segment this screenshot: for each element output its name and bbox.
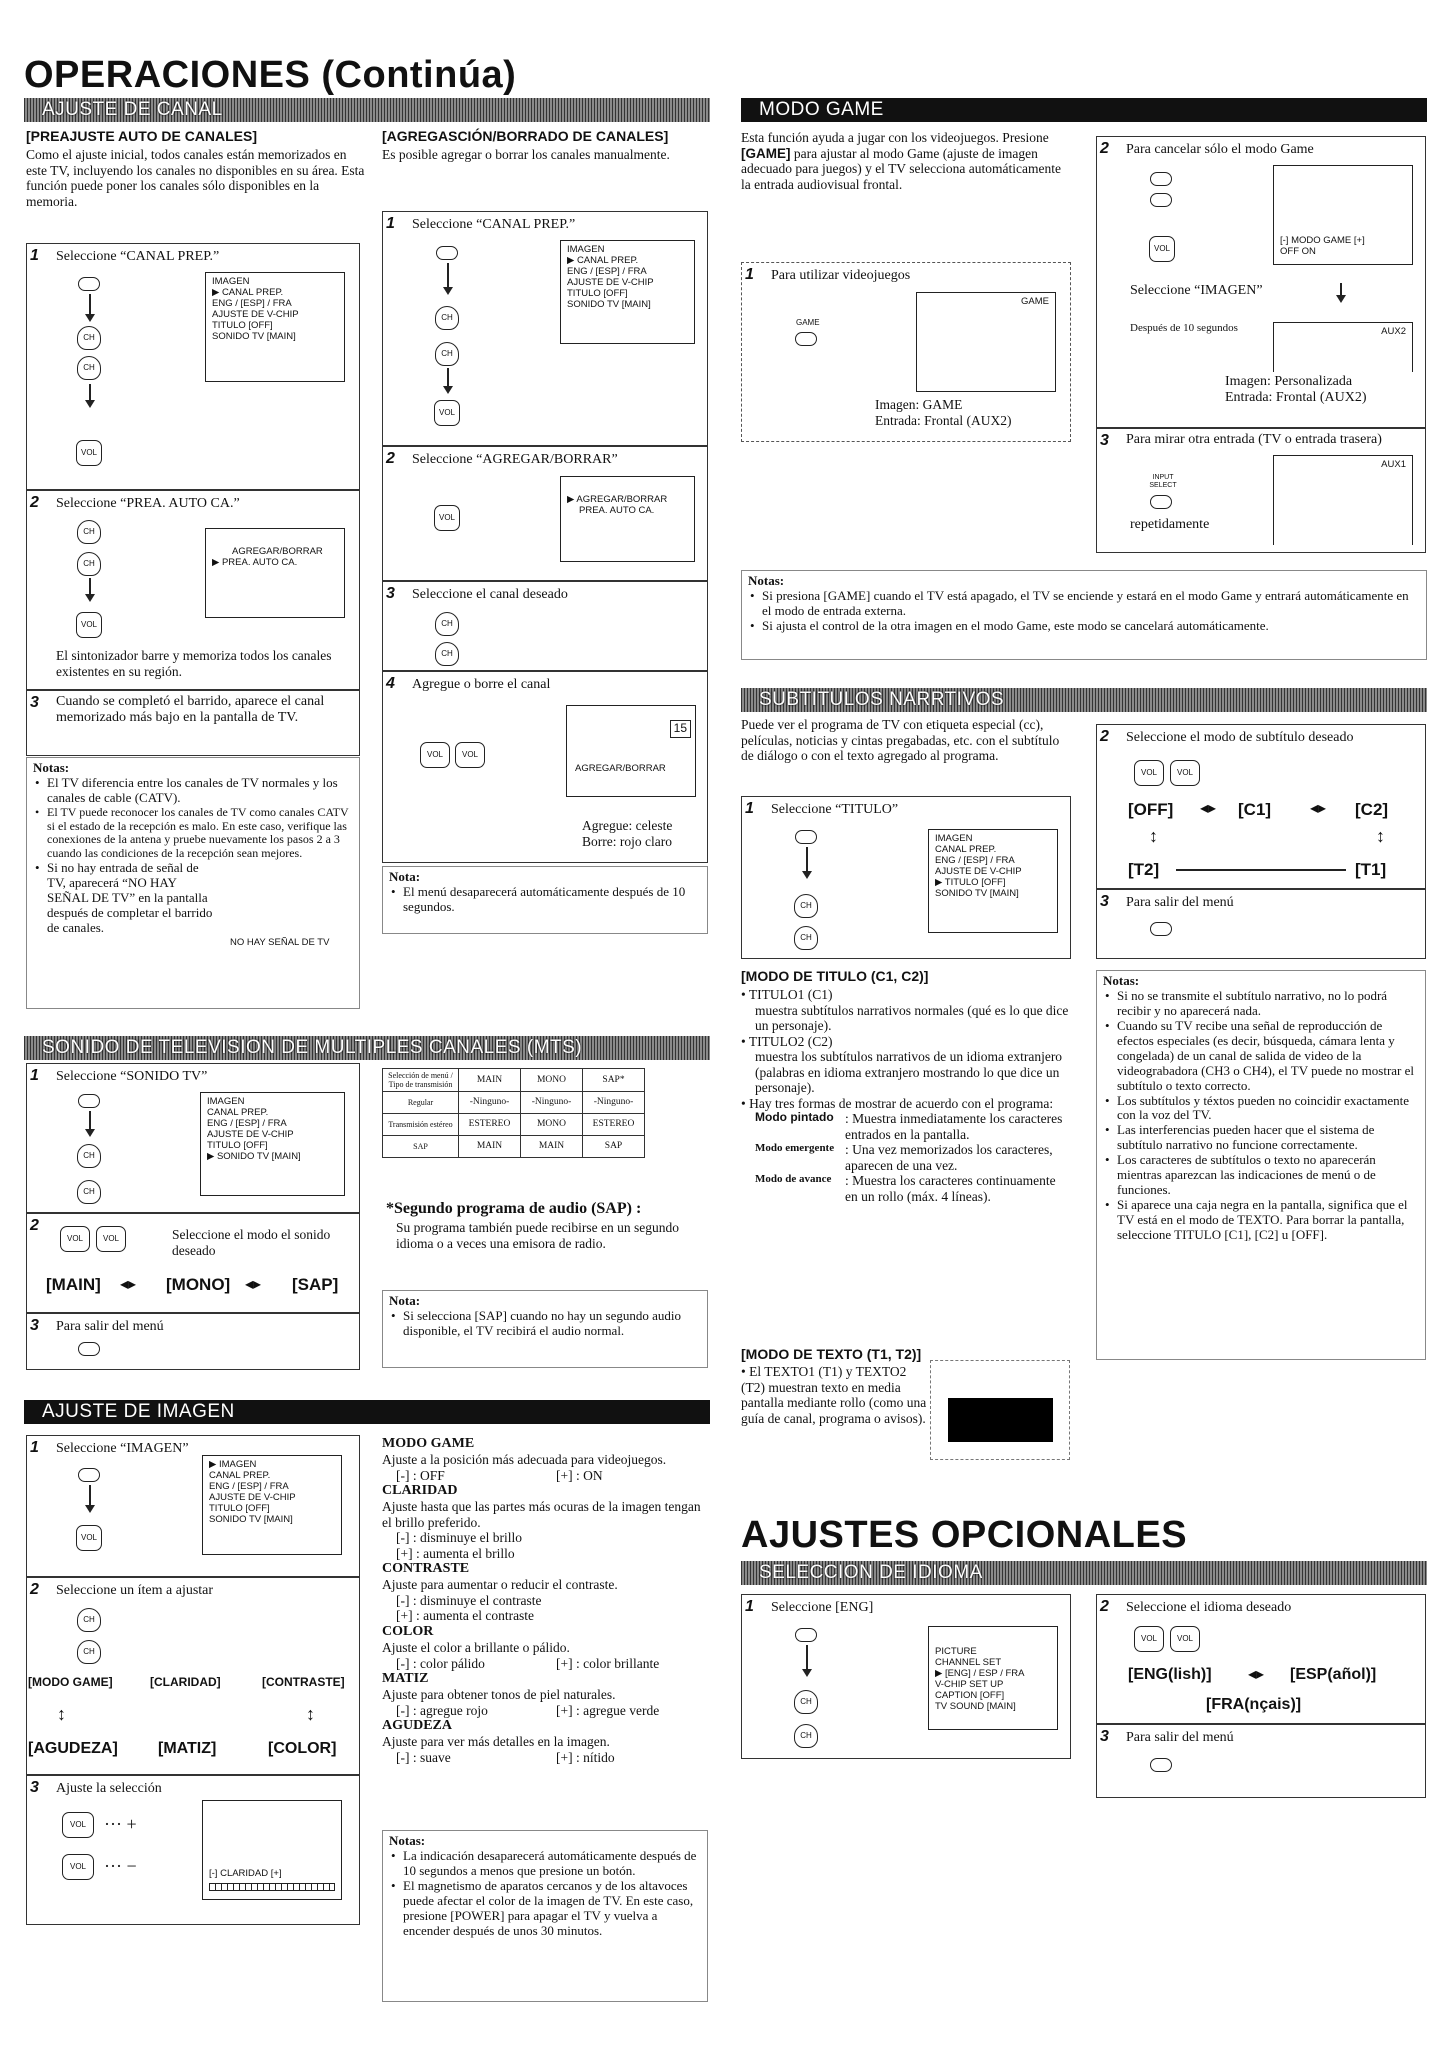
sub-step2: 2 Seleccione el modo de subtítulo deseado xyxy=(1100,728,1354,745)
vol-plus-button-icon: VOL xyxy=(1170,1626,1200,1652)
game-button-label: GAME xyxy=(796,318,820,327)
sub-mode-off: [OFF] xyxy=(1128,800,1174,819)
menu-screen-agregar2: ▶ AGREGAR/BORRAR PREA. AUTO CA. xyxy=(560,476,695,562)
menu-button-icon xyxy=(78,277,100,291)
imagen-mode-game: [MODO GAME] xyxy=(28,1675,113,1689)
menu-button-icon xyxy=(78,1094,100,1108)
ch-down-button-icon: CH xyxy=(77,1640,101,1664)
ch-up-button-icon: CH xyxy=(435,306,459,330)
ch-down-button-icon: CH xyxy=(435,342,459,366)
section-bar-sub: SUBTITULOS NARRTIVOS xyxy=(741,688,1427,712)
vol-button-icon: VOL xyxy=(434,505,460,531)
optional-title: AJUSTES OPCIONALES xyxy=(741,1514,1188,1556)
agregar-step4: 4 Agregue o borre el canal xyxy=(386,675,551,692)
preajuste-step2-note: El sintonizador barre y memoriza todos los canales existentes en su región. xyxy=(56,648,332,679)
imagen-mode-agudeza: [AGUDEZA] xyxy=(28,1740,118,1757)
section-bar-game: MODO GAME xyxy=(741,98,1427,122)
double-arrow-icon: ◂▸ xyxy=(1248,1666,1265,1683)
game-notes: Notas: • Si presiona [GAME] cuando el TV está apagado, el TV se enciende y estará en el modo Game y entrará automáticamente en el modo de entrada externa. • Si ajusta el control de la otra imagen en el modo Game, este modo se cancelará automáticamente. xyxy=(741,570,1427,660)
menu-button-icon xyxy=(78,1342,100,1356)
level-bar xyxy=(209,1883,335,1891)
sub-mode-t1: [T1] xyxy=(1355,860,1387,879)
vol-minus-button-icon: VOL xyxy=(420,742,450,768)
section-bar-imagen: AJUSTE DE IMAGEN xyxy=(24,1400,710,1424)
imagen-mode-claridad: [CLARIDAD] xyxy=(150,1675,221,1689)
sub-texto-heading: [MODO DE TEXTO (T1, T2)] xyxy=(741,1346,922,1362)
section-bar-mts: SONIDO DE TELEVISION DE MULTIPLES CANALES (MTS) xyxy=(24,1036,710,1060)
arrow-down-icon xyxy=(447,368,449,388)
vol-plus-button-icon: VOL xyxy=(455,742,485,768)
menu-button-icon xyxy=(1150,172,1172,186)
game-res1: Imagen: GAME Entrada: Frontal (AUX2) xyxy=(875,397,1012,428)
imagen-step1: 1 Seleccione “IMAGEN” xyxy=(30,1439,189,1456)
imagen-mode-matiz: [MATIZ] xyxy=(158,1740,217,1757)
sap-title: *Segundo programa de audio (SAP) : xyxy=(386,1200,642,1217)
no-signal-text: NO HAY SEÑAL DE TV xyxy=(230,937,330,948)
ch-up-button-icon: CH xyxy=(77,520,101,544)
preajuste-step1: 1 Seleccione “CANAL PREP.” xyxy=(30,247,220,264)
vol-plus-button-icon: VOL xyxy=(1170,760,1200,786)
imagen-items: MODO GAME Ajuste a la posición más adecuada para videojuegos. [-] : OFF [+] : ON CLARIDAD Ajuste hasta que las partes más ocuras de la imagen tengan el brillo preferido. [-] : disminuye el brillo [+] : aumenta el brillo CONTRASTE Ajuste para aumentar o reducir el contraste. [-] : disminuye el contraste [+] : aumenta el contraste COLOR Ajuste el color a brillante o pálido. [-] : color pálido [+] : color brillante MATIZ Ajuste para obtener tonos de piel naturales. [-] : agregue rojo [+] : agregue verde AGUDEZA Ajuste para ver más detalles en la imagen. [-] : suave [+] : nítido xyxy=(382,1436,701,1765)
game-step3: 3 Para mirar otra entrada (TV o entrada trasera) xyxy=(1100,432,1382,449)
mts-table: Selección de menú / Tipo de transmisión MAIN MONO SAP* Regular -Ninguno- -Ninguno- -Ninguno- Transmisión estéreo ESTEREO MONO ESTEREO SAP MAIN MAIN SAP xyxy=(382,1068,645,1158)
sub-mode-c1: [C1] xyxy=(1238,800,1272,819)
ch-down-button-icon: CH xyxy=(435,642,459,666)
minus-label: ··· − xyxy=(104,1856,137,1876)
mts-mode-sap: [SAP] xyxy=(292,1275,339,1294)
sub-notes: Notas: • Si no se transmite el subtítulo narrativo, no lo podrá recibir y no aparecerá nada. • Cuando su TV recibe una señal de reproducción de efectos especiales (es decir, búsqueda, cámara lenta y congelada) de un canal de salida de video de la videograbadora (CH3 o CH4), el TV puede no mostrar el subtítulo o texto correcto. • Los subtítulos y téxtos pueden no coincidir exactamente con la voz del TV. • Las interferencias pueden hacer que el sistema de subtítulo narrativo no funcione correctamente. • Los caracteres de subtítulos o texto no aparecerán mientras aparezcan las indicaciones de menú o de funciones. • Si aparece una caja negra en la pantalla, significa que el TV está en el modo de TEXTO. Para borrar la pantalla, seleccione TITULO [C1], [C2] u [OFF]. xyxy=(1096,970,1426,1360)
menu-button-icon xyxy=(1150,922,1172,936)
vol-button-icon: VOL xyxy=(76,440,102,466)
sap-text: Su programa también puede recibirse en un segundo idioma o a veces una emisora de radio. xyxy=(396,1220,680,1251)
menu-button-icon xyxy=(795,1628,817,1642)
channel-number: 15 xyxy=(670,720,691,738)
preajuste-intro: Como el ajuste inicial, todos canales están memorizados en este TV, incluyendo los canales no disponibles en su área. Esta función puede poner los canales sólo disponibles en la memoria. xyxy=(26,147,365,209)
game-repetid: repetidamente xyxy=(1130,517,1210,532)
game-intro: Esta función ayuda a jugar con los videojuegos. Presione [GAME] para ajustar al modo Game (ajuste de imagen adecuado para juegos) y el TV selecciona automáticamente la entrada audiovisual frontal. xyxy=(741,130,1061,192)
t-arrow-line xyxy=(1176,869,1346,871)
sub-mode-c2: [C2] xyxy=(1355,800,1389,819)
game-step2: 2 Para cancelar sólo el modo Game xyxy=(1100,140,1314,157)
vol-button-icon: VOL xyxy=(1149,236,1175,262)
game-screen-aux1: AUX1 xyxy=(1273,455,1413,545)
menu-screen-mts: IMAGEN CANAL PREP. ENG / [ESP] / FRA AJUSTE DE V-CHIP TITULO [OFF] ▶ SONIDO TV [MAIN] xyxy=(200,1092,345,1196)
arrow-down-icon xyxy=(806,1645,808,1671)
ch-up-button-icon: CH xyxy=(435,612,459,636)
sub-step1: 1 Seleccione “TITULO” xyxy=(745,800,899,817)
vol-button-icon: VOL xyxy=(76,612,102,638)
vol-minus-button-icon: VOL xyxy=(1134,1626,1164,1652)
mts-note: Nota: • Si selecciona [SAP] cuando no hay un segundo audio disponible, el TV recibirá el audio normal. xyxy=(382,1290,708,1368)
preajuste-step2: 2 Seleccione “PREA. AUTO CA.” xyxy=(30,494,240,511)
sub-intro: Puede ver el programa de TV con etiqueta especial (cc), películas, noticias y cintas pregabadas, etc. con el subtítulo de diálogo o con el texto agregado al programa. xyxy=(741,717,1060,764)
arrow-down-icon xyxy=(89,1111,91,1131)
preajuste-notes: Notas: • El TV diferencia entre los canales de TV normales y los canales de cable (CATV). • El TV puede reconocer los canales de TV como canales CATV si el estado de la recepción es malo. En este caso, verifique las conexiones de la antena y pruebe nuevamente los pasos 2 a 3 cuando las condiciones de la recepción sean mejores. • Si no hay entrada de señal de TV, aparecerá “NO HAY SEÑAL DE TV” en la pantalla después de completar el barrido de canales. xyxy=(26,757,360,1009)
ch-up-button-icon: CH xyxy=(77,1608,101,1632)
imagen-step3: 3 Ajuste la selección xyxy=(30,1779,162,1796)
section-bar-idioma: SELECCION DE IDIOMA xyxy=(741,1561,1427,1585)
vol-plus-button-icon: VOL xyxy=(62,1812,94,1838)
menu-screen-imagen: ▶ IMAGEN CANAL PREP. ENG / [ESP] / FRA AJUSTE DE V-CHIP TITULO [OFF] SONIDO TV [MAIN] xyxy=(202,1455,342,1555)
arrow-down-icon xyxy=(89,1485,91,1507)
ch-down-button-icon: CH xyxy=(77,1180,101,1204)
updown-arrow-icon: ↕ xyxy=(1149,826,1158,846)
arrow-down-icon xyxy=(89,294,91,316)
menu-button-icon xyxy=(436,246,458,260)
ch-up-button-icon: CH xyxy=(794,894,818,918)
agregar-step2: 2 Seleccione “AGREGAR/BORRAR” xyxy=(386,450,618,467)
menu-button-icon xyxy=(78,1468,100,1482)
menu-screen-agregar: IMAGEN ▶ CANAL PREP. ENG / [ESP] / FRA AJUSTE DE V-CHIP TITULO [OFF] SONIDO TV [MAIN] xyxy=(560,240,695,344)
game-step1: 1 Para utilizar videojuegos xyxy=(745,266,911,283)
imagen-notes: Notas: • La indicación desaparecerá automáticamente después de 10 segundos a menos que presione un botón. • El magnetismo de aparatos cercanos y de los altavoces puede afectar el color de la imagen de TV. En este caso, presione [POWER] para apagar el TV y vuelva a encender después de unos 30 minutos. xyxy=(382,1830,708,2002)
double-arrow-icon: ◂▸ xyxy=(245,1276,262,1293)
game-screen2: [-] MODO GAME [+] OFF ON xyxy=(1273,165,1413,265)
agregar-intro: Es posible agregar o borrar los canales manualmente. xyxy=(382,147,670,162)
ch-down-button-icon: CH xyxy=(77,356,101,380)
menu-screen-canal: IMAGEN ▶ CANAL PREP. ENG / [ESP] / FRA AJUSTE DE V-CHIP TITULO [OFF] SONIDO TV [MAIN] xyxy=(205,272,345,382)
vol-minus-button-icon: VOL xyxy=(60,1226,90,1252)
agregar-screen: AGREGAR/BORRAR 15 xyxy=(566,705,696,797)
arrow-down-icon xyxy=(89,384,91,402)
sub-step3: 3 Para salir del menú xyxy=(1100,893,1234,910)
double-arrow-icon: ◂▸ xyxy=(120,1276,137,1293)
mts-step1: 1 Seleccione “SONIDO TV” xyxy=(30,1067,208,1084)
menu-button-icon xyxy=(1150,1758,1172,1772)
vol-minus-button-icon: VOL xyxy=(1134,760,1164,786)
imagen-step2: 2 Seleccione un ítem a ajustar xyxy=(30,1581,214,1598)
preajuste-heading: [PREAJUSTE AUTO DE CANALES] xyxy=(26,128,258,144)
menu-button-icon xyxy=(1150,193,1172,207)
arrow-down-icon xyxy=(447,263,449,289)
ch-up-button-icon: CH xyxy=(794,1690,818,1714)
menu-screen-sub: IMAGEN CANAL PREP. ENG / [ESP] / FRA AJUSTE DE V-CHIP ▶ TITULO [OFF] SONIDO TV [MAIN] xyxy=(928,829,1058,933)
mts-mode-main: [MAIN] xyxy=(46,1275,101,1294)
updown-arrow-icon: ↕ xyxy=(306,1704,315,1724)
imagen-screen3: [-] CLARIDAD [+] xyxy=(202,1800,342,1900)
menu-button-icon xyxy=(795,830,817,844)
game-button-icon[interactable] xyxy=(795,332,817,346)
vol-plus-button-icon: VOL xyxy=(96,1226,126,1252)
menu-screen-idioma: PICTURE CHANNEL SET ▶ [ENG] / ESP / FRA V-CHIP SET UP CAPTION [OFF] TV SOUND [MAIN] xyxy=(928,1626,1058,1730)
game-res2: Imagen: Personalizada Entrada: Frontal (AUX2) xyxy=(1225,374,1367,406)
ch-up-button-icon: CH xyxy=(77,1144,101,1168)
plus-label: ··· + xyxy=(104,1814,137,1834)
sub-texto-body: • El TEXTO1 (T1) y TEXTO2 (T2) muestran texto en media pantalla mediante rollo (como una guía de canal, programa o avisos). xyxy=(741,1364,927,1426)
game-sel-imagen: Seleccione “IMAGEN” xyxy=(1130,283,1263,298)
imagen-mode-contraste: [CONTRASTE] xyxy=(262,1675,345,1689)
input-select-label: INPUT SELECT xyxy=(1149,474,1177,490)
mts-mode-mono: [MONO] xyxy=(166,1275,231,1294)
sub-titulo-body: • TITULO1 (C1) muestra subtítulos narrativos normales (qué es lo que dice un personaje). • TITULO2 (C2) muestra los subtítulos narrativos de un idioma extranjero (palabras en idioma extranjero mostrando lo que dice un personaje). • Hay tres formas de mostrar de acuerdo con el programa: Modo pintado : Muestra inmediatamente los caracteres entrados en la pantalla. Modo emergente : Una vez memorizados los caracteres, aparecen de una vez. Modo de avance : Muestra los caracteres continuamente en un rollo (máx. 4 líneas). xyxy=(741,987,1069,1204)
game-despues: Después de 10 segundos xyxy=(1130,322,1238,334)
menu-screen-prea: AGREGAR/BORRAR ▶ PREA. AUTO CA. xyxy=(205,528,345,618)
ch-up-button-icon: CH xyxy=(77,326,101,350)
section-bar-canal: AJUSTE DE CANAL xyxy=(24,98,710,122)
double-arrow-icon: ◂▸ xyxy=(1200,800,1217,817)
agregar-step3: 3 Seleccione el canal deseado xyxy=(386,585,568,602)
page-title: OPERACIONES (Continúa) xyxy=(24,54,517,96)
idioma-step3: 3 Para salir del menú xyxy=(1100,1728,1234,1745)
double-arrow-icon: ◂▸ xyxy=(1310,800,1327,817)
game-screen1: GAME xyxy=(916,292,1056,392)
updown-arrow-icon: ↕ xyxy=(1376,826,1385,846)
game-screen-aux2: AUX2 xyxy=(1273,322,1413,372)
lang-fra: [FRA(nçais)] xyxy=(1206,1696,1302,1713)
ch-down-button-icon: CH xyxy=(794,1724,818,1748)
input-select-button-icon xyxy=(1150,495,1172,509)
agregar-note: Nota: • El menú desaparecerá automáticamente después de 10 segundos. xyxy=(382,866,708,934)
lang-esp: [ESP(añol)] xyxy=(1290,1666,1377,1683)
updown-arrow-icon: ↕ xyxy=(57,1704,66,1724)
arrow-down-icon xyxy=(1340,283,1342,297)
idioma-step1: 1 Seleccione [ENG] xyxy=(745,1598,874,1615)
black-box-icon xyxy=(948,1398,1053,1442)
lang-eng: [ENG(lish)] xyxy=(1128,1666,1212,1683)
sub-mode-t2: [T2] xyxy=(1128,860,1160,879)
agregar-heading: [AGREGASCIÓN/BORRADO DE CANALES] xyxy=(382,128,669,144)
vol-minus-button-icon: VOL xyxy=(62,1854,94,1880)
preajuste-step3: 3 Cuando se completó el barrido, aparece el canal memorizado más bajo en la pantalla de TV. xyxy=(30,694,325,726)
mts-step3: 3 Para salir del menú xyxy=(30,1317,164,1334)
arrow-down-icon xyxy=(89,578,91,596)
mts-step2: Seleccione el modo el sonido deseado xyxy=(172,1227,331,1258)
ch-down-button-icon: CH xyxy=(77,552,101,576)
idioma-step2: 2 Seleccione el idioma deseado xyxy=(1100,1598,1292,1615)
imagen-mode-color: [COLOR] xyxy=(268,1740,337,1757)
mts-step2-num: 2 xyxy=(30,1217,39,1234)
arrow-down-icon xyxy=(806,847,808,873)
ch-down-button-icon: CH xyxy=(794,926,818,950)
agregar-colors: Agregue: celeste Borre: rojo claro xyxy=(582,818,673,849)
vol-button-icon: VOL xyxy=(434,400,460,426)
sub-titulo-heading: [MODO DE TITULO (C1, C2)] xyxy=(741,968,929,984)
agregar-step1: 1 Seleccione “CANAL PREP.” xyxy=(386,215,576,232)
vol-button-icon: VOL xyxy=(76,1525,102,1551)
